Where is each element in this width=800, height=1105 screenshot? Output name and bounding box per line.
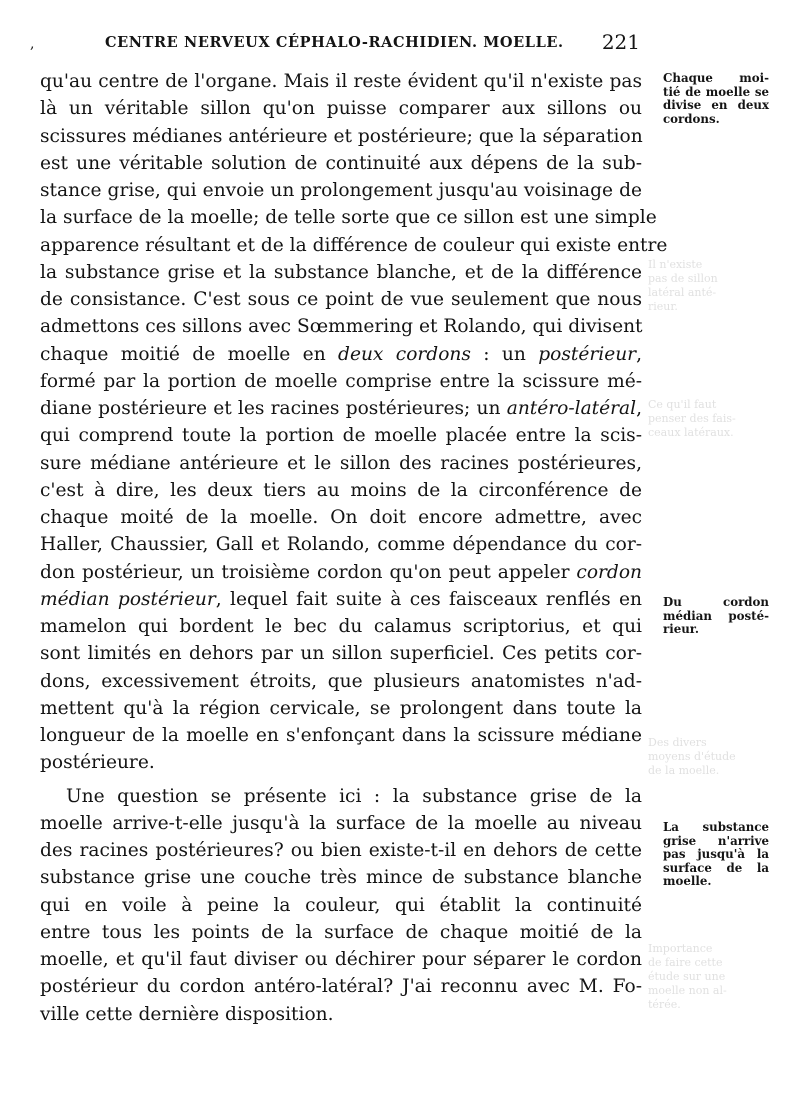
running-head: [30, 30, 640, 54]
italic-term: cordon: [576, 561, 642, 583]
margin-note-line: tié de moelle se: [663, 84, 769, 99]
italic-term: antéro-latéral: [506, 398, 637, 419]
text-line: admettons ces sillons avec Sœmmering et Rolando, qui divisent: [40, 316, 643, 338]
text-line: formé par la portion de moelle comprise entre la scissure mé-: [40, 370, 642, 392]
margin-note: [663, 72, 769, 126]
margin-note-line: surface de la: [663, 860, 769, 875]
text-line: de consistance. C'est sous ce point de vue seulement que nous: [40, 289, 642, 310]
margin-note-line: moelle.: [663, 874, 712, 888]
text-line: médian postérieur, lequel fait suite à ces faisceaux renflés en: [40, 588, 642, 610]
text-line: postérieur du cordon antéro-latéral? J'ai reconnu avec M. Fo-: [40, 976, 642, 998]
text-line: dons, excessivement étroits, que plusieurs anatomistes n'ad-: [40, 670, 642, 692]
page-number: 221: [601, 30, 640, 54]
italic-term: deux cordons: [338, 343, 471, 365]
bleed-through-text: Ce qu'il faut penser des fais- ceaux latéraux.: [648, 398, 736, 439]
text-line: sure médiane antérieure et le sillon des racines postérieures,: [40, 452, 642, 474]
text-line: substance grise une couche très mince de substance blanche: [40, 867, 642, 889]
text-line: mettent qu'à la région cervicale, se prolongent dans toute la: [40, 697, 642, 719]
text-line: qui en voile à peine la couleur, qui établit la continuité: [40, 894, 642, 916]
margin-note-line: cordons.: [663, 111, 720, 126]
text-line: la surface de la moelle; de telle sorte que ce sillon est une simple: [40, 207, 657, 229]
text-line: mamelon qui bordent le bec du calamus scriptorius, et qui: [40, 616, 642, 637]
text-line: stance grise, qui envoie un prolongement jusqu'au voisinage de: [40, 180, 642, 201]
paragraph: [40, 783, 642, 1028]
margin-note-line: pas jusqu'à la: [663, 847, 769, 861]
text-line: la substance grise et la substance blanche, et de la différence: [40, 261, 642, 283]
text-line: moelle arrive-t-elle jusqu'à la surface de la moelle au niveau: [40, 812, 642, 834]
margin-note-line: grise n'arrive: [663, 833, 769, 848]
text-line: Une question se présente ici : la substance grise de la: [66, 785, 642, 807]
text-line: moelle, et qu'il faut diviser ou déchirer pour séparer le cordon: [40, 949, 642, 970]
text-line: chaque moitié de moelle en deux cordons : un postérieur,: [40, 343, 642, 365]
margin-note-line: rieur.: [663, 622, 700, 636]
margin-note: [663, 821, 769, 889]
margin-note-line: La substance: [663, 820, 769, 834]
text-line: postérieure.: [40, 752, 155, 774]
margin-note-line: divise en deux: [663, 98, 769, 112]
text-line: longueur de la moelle en s'enfonçant dans la scissure médiane: [40, 725, 642, 746]
margin-note-line: Chaque moi-: [663, 71, 769, 85]
text-line: don postérieur, un troisième cordon qu'on peut appeler cordon: [40, 561, 642, 583]
header-mark: ,: [30, 36, 35, 52]
text-line: est une véritable solution de continuité aux dépens de la sub-: [40, 152, 642, 174]
bleed-through-text: Importance de faire cette étude sur une moelle non al- térée.: [648, 942, 727, 1011]
running-title: CENTRE NERVEUX CÉPHALO-RACHIDIEN. MOELLE.: [105, 34, 564, 51]
margin-note-line: médian posté-: [663, 608, 769, 623]
italic-term: médian postérieur: [40, 588, 216, 610]
body-text: [40, 68, 668, 1028]
text-line: apparence résultant et de la différence de couleur qui existe entre: [40, 234, 668, 256]
text-line: ville cette dernière disposition.: [40, 1003, 334, 1025]
text-line: là un véritable sillon qu'on puisse comparer aux sillons ou: [40, 98, 642, 120]
paragraph: [40, 68, 668, 777]
margin-note-line: Du cordon: [663, 595, 769, 609]
text-line: sont limités en dehors par un sillon superficiel. Ces petits cor-: [40, 643, 642, 665]
text-line: c'est à dire, les deux tiers au moins de la circonférence de: [40, 479, 642, 501]
bleed-through-text: Il n'existe pas de sillon latéral anté- rieur.: [648, 258, 718, 313]
text-line: des racines postérieures? ou bien existe-t-il en dehors de cette: [40, 840, 642, 861]
text-line: entre tous les points de la surface de chaque moitié de la: [40, 921, 642, 943]
text-line: diane postérieure et les racines postérieures; un antéro-latéral,: [40, 398, 642, 419]
text-line: chaque moité de la moelle. On doit encore admettre, avec: [40, 507, 642, 528]
text-line: qu'au centre de l'organe. Mais il reste évident qu'il n'existe pas: [40, 71, 642, 92]
text-line: Haller, Chaussier, Gall et Rolando, comme dépendance du cor-: [40, 534, 642, 556]
bleed-through-text: Des divers moyens d'étude de la moelle.: [648, 736, 736, 777]
italic-term: postérieur: [538, 343, 637, 365]
text-line: qui comprend toute la portion de moelle placée entre la scis-: [40, 425, 642, 447]
text-line: scissures médianes antérieure et postérieure; que la séparation: [40, 125, 643, 147]
margin-note: [663, 596, 769, 637]
